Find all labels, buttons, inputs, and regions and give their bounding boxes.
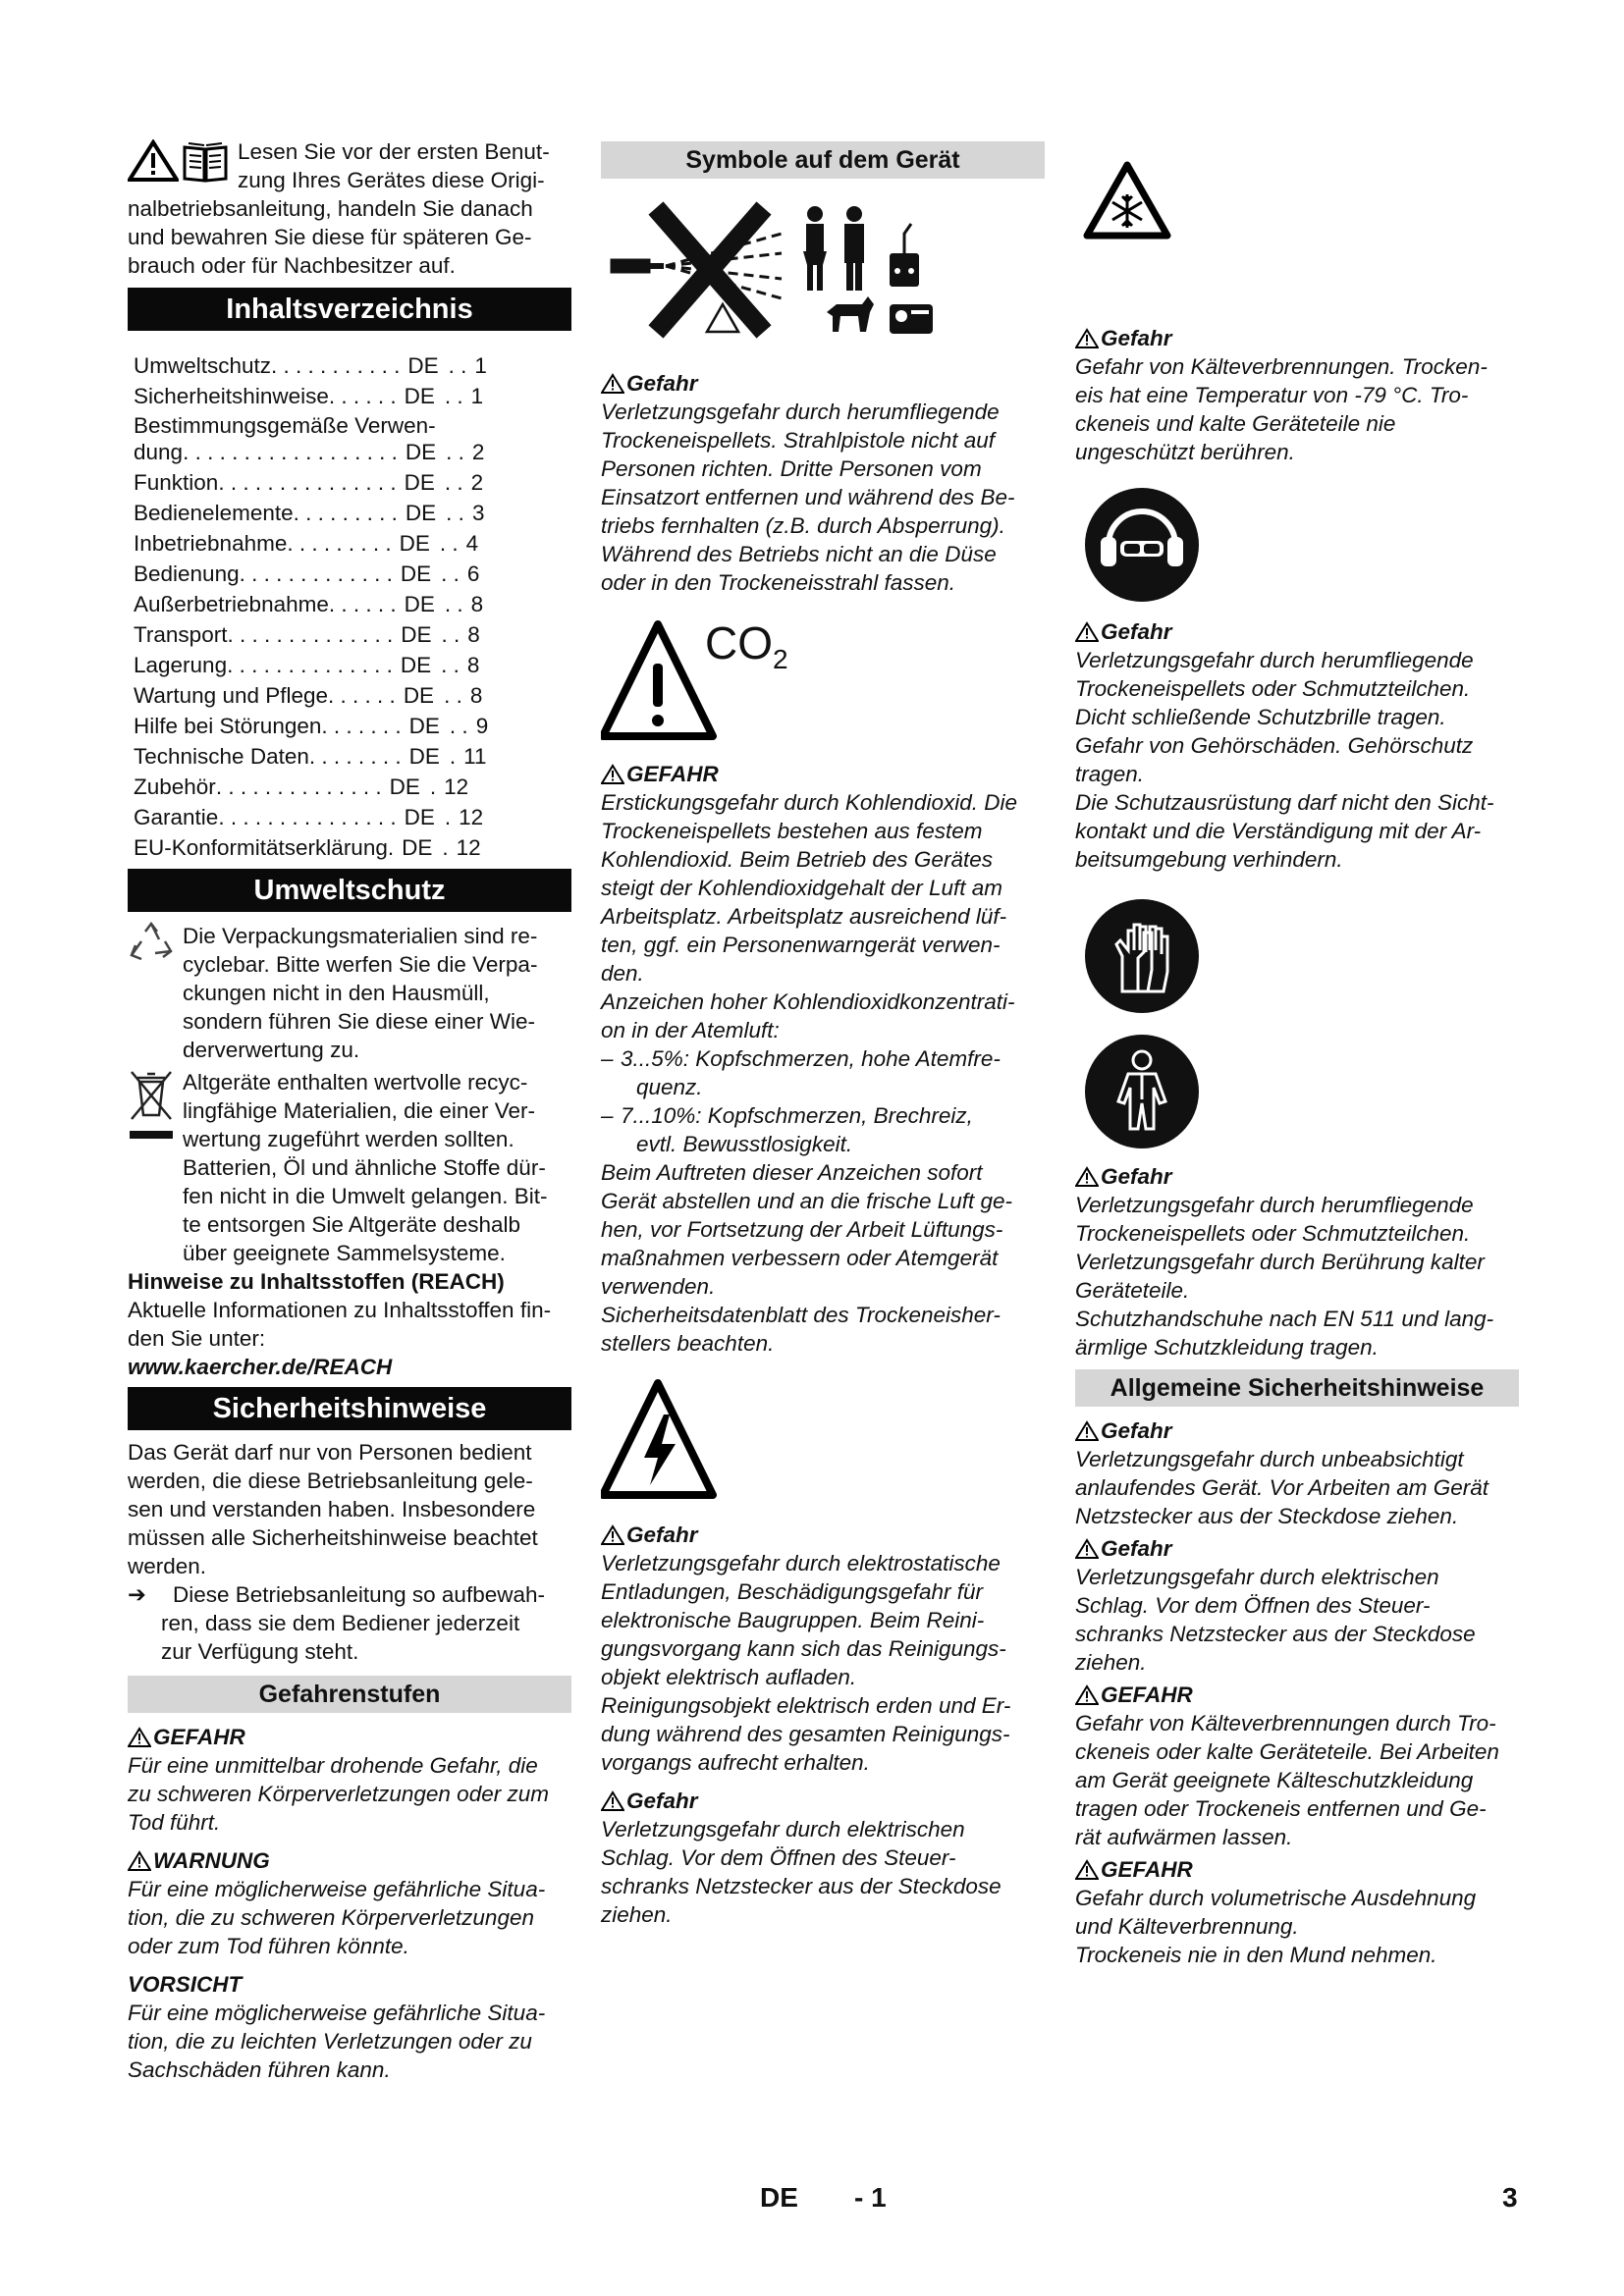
hazard-heading: Gefahr — [1075, 1534, 1519, 1563]
toc-entry[interactable]: dung . . . . . . . . . . . . . . . . . . DE . . 2 — [134, 440, 485, 464]
footer-section-page: - 1 — [854, 2182, 887, 2213]
hazard-block: GEFAHR Gefahr durch volumetrische Ausdehnung und Kälteverbrennung. Trockeneis nie in den Mund nehmen. — [1075, 1855, 1519, 1969]
intro-block — [128, 137, 571, 280]
hazard-block: Gefahr Verletzungsgefahr durch unbeabsichtigt anlaufendes Gerät. Vor Arbeiten am Gerät Netzstecker aus der Steckdose ziehen. — [1075, 1416, 1519, 1530]
arrow-list-item: ➔ Diese Betriebsanleitung so aufbewah- ren, dass sie dem Bediener jederzeit zur Verfügung steht. — [128, 1582, 545, 1664]
recycling-icon — [128, 922, 175, 969]
goggles-earmuffs-symbol — [1075, 476, 1519, 604]
allgemeine-sicherheitshinweise-heading: Allgemeine Sicherheitshinweise — [1075, 1369, 1519, 1407]
electric-symbol — [601, 1375, 1045, 1511]
column-3 — [1075, 137, 1519, 1969]
hazard-block: Gefahr Gefahr von Kälteverbrennungen. Trocken- eis hat eine Temperatur von -79 °C. Tro- ckeneis und kalte Geräteteile nie ungeschützt berühren. — [1075, 324, 1519, 466]
crossed-bin-icon — [128, 1068, 175, 1150]
warning-triangle-icon — [1075, 1684, 1099, 1706]
weee-text: Altgeräte enthalten wertvolle recyc- lingfähige Materialien, die einer Ver- wertung zugeführt werden sollten. Batterien, Öl und ähnliche Stoffe dür- fen nicht in die Umwelt gelangen. Bit- te entsorgen Sie Altgeräte deshalb über geeignete Sammelsysteme. — [183, 1070, 548, 1265]
hazard-heading: GEFAHR — [1075, 1681, 1519, 1709]
reach-heading: Hinweise zu Inhaltsstoffen (REACH) — [128, 1269, 505, 1294]
reach-text-line: den Sie unter: — [128, 1326, 266, 1351]
warning-triangle-icon — [1075, 621, 1099, 643]
hazard-block: Gefahr Verletzungsgefahr durch elektrostatische Entladungen, Beschädigungsgefahr für elektronische Baugruppen. Beim Reini- gungsvorgang kann sich das Reinigungs- objekt elektrisch aufladen. Reinigungsobjekt elektrisch erden und Er- dung während des gesamten Reinigungs- vorgangs aufrecht erhalten. — [601, 1521, 1045, 1777]
toc-entry[interactable]: Bedienung . . . . . . . . . . . . . DE . . 6 — [134, 561, 480, 586]
co2-label: $CO_2$ — [705, 617, 788, 675]
list-item: – 7...10%: Kopfschmerzen, Brechreiz, evtl. Bewusstlosigkeit. — [601, 1103, 973, 1156]
warning-triangle-icon — [601, 1790, 624, 1812]
toc-entry[interactable]: Sicherheitshinweise . . . . . . DE . . 1 — [134, 384, 484, 408]
toc-entry[interactable]: Umweltschutz . . . . . . . . . . . DE . . 1 — [134, 353, 487, 378]
warning-triangle-icon — [128, 139, 179, 183]
toc-entry[interactable]: Außerbetriebnahme . . . . . . DE . . 8 — [134, 592, 484, 616]
protective-suit-icon — [1083, 1033, 1201, 1150]
manual-book-icon — [181, 139, 230, 183]
weee-block — [128, 1068, 571, 1267]
hazard-block: Gefahr Verletzungsgefahr durch herumfliegende Trockeneispellets oder Schmutzteilchen. Dicht schließende Schutzbrille tragen. Gefahr von Gehörschäden. Gehörschutz tragen. Die Schutzausrüstung darf nicht den Sicht- kontakt und die Verständigung mit der Ar- beitsumgebung verhindern. — [1075, 617, 1519, 874]
hazard-block: Gefahr Verletzungsgefahr durch elektrischen Schlag. Vor dem Öffnen des Steuer- schranks Netzstecker aus der Steckdose ziehen. — [601, 1787, 1045, 1929]
warning-triangle-icon — [128, 1850, 151, 1872]
hazard-block: Gefahr Verletzungsgefahr durch herumfliegende Trockeneispellets. Strahlpistole nicht auf Personen richten. Dritte Personen vom Einsatzort entfernen und während des Be- triebs fernhalten (z.B. durch Absperrung). Während des Betriebs nicht an die Düse oder in den Trockeneisstrahl fassen. — [601, 369, 1045, 597]
sicherheit-text: Das Gerät darf nur von Personen bedient werden, die diese Betriebsanleitung gele- sen und verstanden haben. Insbesondere müssen alle Sicherheitshinweise beachtet werden. — [128, 1440, 538, 1578]
co2-warning-icon — [601, 616, 719, 744]
recycling-block — [128, 922, 571, 1064]
reach-text-line: Aktuelle Informationen zu Inhaltsstoffen fin- — [128, 1298, 552, 1322]
hazard-heading: Gefahr — [601, 1787, 1045, 1815]
toc-entry[interactable]: Bedienelemente . . . . . . . . . DE . . 3 — [134, 501, 485, 525]
footer-page-number: 3 — [1502, 2182, 1518, 2213]
toc-entry[interactable]: Lagerung . . . . . . . . . . . . . . DE . . 8 — [134, 653, 480, 677]
warning-triangle-icon — [1075, 1859, 1099, 1881]
toc-entry[interactable]: Bestimmungsgemäße Verwen- — [134, 413, 436, 438]
cold-hazard-icon — [1083, 159, 1171, 241]
toc-entry[interactable]: Funktion . . . . . . . . . . . . . . . DE . . 2 — [134, 470, 484, 495]
toc-entry[interactable]: Transport . . . . . . . . . . . . . . DE . . 8 — [134, 622, 480, 647]
hazard-heading: Gefahr — [1075, 617, 1519, 646]
hazard-heading: Gefahr — [601, 369, 1045, 398]
toc-entry[interactable]: Zubehör . . . . . . . . . . . . . . DE . 12 — [134, 774, 469, 799]
protective-gloves-icon — [1083, 897, 1201, 1015]
warning-triangle-icon — [1075, 1538, 1099, 1560]
arrow-right-icon: ➔ — [128, 1582, 146, 1607]
hazard-heading: Gefahr — [601, 1521, 1045, 1549]
warning-triangle-icon — [1075, 1420, 1099, 1442]
device-symbols-figure — [601, 188, 1045, 355]
hazard-heading: Gefahr — [1075, 1162, 1519, 1191]
list-item: – 3...5%: Kopfschmerzen, hohe Atemfre- quenz. — [601, 1046, 1001, 1099]
warning-triangle-icon — [128, 1727, 151, 1748]
symbole-heading: Symbole auf dem Gerät — [601, 141, 1045, 179]
sicherheitshinweise-heading: Sicherheitshinweise — [128, 1387, 571, 1430]
goggles-ear-protection-icon — [1083, 486, 1201, 604]
co2-symbol — [601, 616, 1045, 750]
hazard-heading: GEFAHR — [1075, 1855, 1519, 1884]
toc-entry[interactable]: Technische Daten . . . . . . . . DE . 11 — [134, 744, 487, 769]
toc-entry[interactable]: Wartung und Pflege . . . . . . DE . . 8 — [134, 683, 483, 708]
umweltschutz-heading: Umweltschutz — [128, 869, 571, 912]
gefahrenstufen-heading: Gefahrenstufen — [128, 1676, 571, 1713]
table-of-contents — [128, 350, 571, 863]
toc-entry[interactable]: Garantie . . . . . . . . . . . . . . . DE . 12 — [134, 805, 484, 829]
danger-level-heading: GEFAHR — [128, 1723, 571, 1751]
warning-triangle-icon — [1075, 1166, 1099, 1188]
gloves-suit-symbols — [1075, 883, 1519, 1152]
high-voltage-warning-icon — [601, 1375, 719, 1503]
intro-text: Lesen Sie vor der ersten Benut- zung Ihres Gerätes diese Origi- nalbetriebsanleitung, handeln Sie danach und bewahren Sie diese für späteren Ge- brauch oder für Nachbesitzer auf. — [128, 139, 550, 278]
hazard-heading: Gefahr — [1075, 324, 1519, 352]
warning-triangle-icon — [601, 764, 624, 785]
toc-heading: Inhaltsverzeichnis — [128, 288, 571, 331]
column-2 — [601, 137, 1045, 1929]
toc-entry[interactable]: EU-Konformitätserklärung . DE . 12 — [134, 835, 481, 860]
reach-link[interactable]: www.kaercher.de/REACH — [128, 1355, 393, 1379]
danger-level-gefahr: GEFAHR Für eine unmittelbar drohende Gefahr, die zu schweren Körperverletzungen oder zum Tod führt. — [128, 1723, 571, 1837]
footer-language: DE — [760, 2182, 798, 2213]
danger-level-heading: VORSICHT — [128, 1972, 243, 1997]
toc-entry[interactable]: Inbetriebnahme . . . . . . . . . DE . . 4 — [134, 531, 479, 556]
hazard-block: Gefahr Verletzungsgefahr durch elektrischen Schlag. Vor dem Öffnen des Steuer- schranks Netzstecker aus der Steckdose ziehen. — [1075, 1534, 1519, 1677]
column-1 — [128, 137, 571, 2084]
hazard-heading: Gefahr — [1075, 1416, 1519, 1445]
hazard-block: GEFAHR Erstickungsgefahr durch Kohlendioxid. Die Trockeneispellets bestehen aus festem Kohlendioxid. Beim Betrieb des Gerätes steigt der Kohlendioxidgehalt der Luft am Arbeitsplatz. Arbeitsplatz ausreichend lüf- ten, ggf. ein Personenwarngerät verwen- den. Anzeichen hoher Kohlendioxidkonzentrati- on in der Atemluft: – 3...5%: Kopfschmerzen, hohe Atemfre- quenz. – 7...10%: Kopfschmerzen, Brechreiz, evtl. Bewusstlosigkeit. Beim Auftreten dieser Anzeichen sofort Gerät abstellen und an die frische Luft ge- hen, vor Fortsetzung der Arbeit Lüftungs- maßnahmen verbessern oder Atemgerät verwenden. Sicherheitsdatenblatt des Trockeneisher- stellers beachten. — [601, 760, 1045, 1358]
recycling-text: Die Verpackungsmaterialien sind re- cyclebar. Bitte werfen Sie die Verpa- ckungen nicht in den Hausmüll, sondern führen Sie diese einer Wie- derverwertung zu. — [183, 924, 538, 1062]
toc-entry[interactable]: Hilfe bei Störungen . . . . . . . DE . . 9 — [134, 714, 489, 738]
hazard-block: Gefahr Verletzungsgefahr durch herumfliegende Trockeneispellets oder Schmutzteilchen. Verletzungsgefahr durch Berührung kalter Geräteteile. Schutzhandschuhe nach EN 511 und lang- ärmlige Schutzkleidung tragen. — [1075, 1162, 1519, 1362]
hazard-block: GEFAHR Gefahr von Kälteverbrennungen durch Tro- ckeneis oder kalte Geräteteile. Bei Arbeiten am Gerät geeignete Kälteschutzkleidung tragen oder Trockeneis entfernen und Ge- rät aufwärmen lassen. — [1075, 1681, 1519, 1851]
warning-triangle-icon — [601, 373, 624, 395]
warning-triangle-icon — [601, 1524, 624, 1546]
warning-triangle-icon — [1075, 328, 1099, 349]
hazard-heading: GEFAHR — [601, 760, 1045, 788]
danger-level-warnung: WARNUNG Für eine möglicherweise gefährliche Situa- tion, die zu schweren Körperverletzungen oder zum Tod führen könnte. — [128, 1846, 571, 1960]
no-spray-at-people-pictogram — [605, 194, 958, 351]
danger-level-heading: WARNUNG — [128, 1846, 571, 1875]
cold-symbol — [1075, 137, 1519, 314]
danger-level-vorsicht: VORSICHT Für eine möglicherweise gefährliche Situa- tion, die zu leichten Verletzungen oder zu Sachschäden führen kann. — [128, 1970, 571, 2084]
